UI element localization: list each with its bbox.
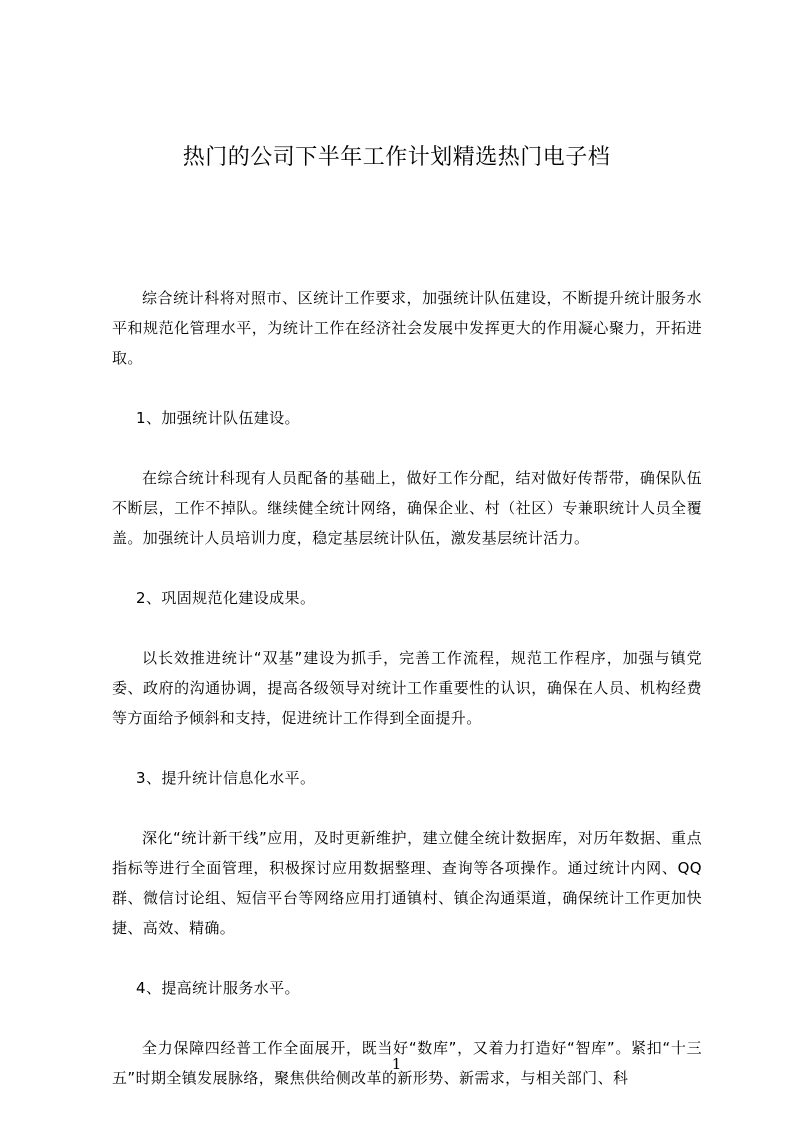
section-heading-1: 1、加强统计队伍建设。 — [136, 409, 300, 427]
section-heading-4: 4、提高统计服务水平。 — [136, 979, 300, 997]
document-title: 热门的公司下半年工作计划精选热门电子档 — [182, 145, 611, 170]
section-paragraph-4: 全力保障四经普工作全面展开，既当好“数库”，又着力打造好“智库”。紧扣“十三五”时期全镇发展脉络，聚焦供给侧改革的新形势、新需求，与相关部门、科 — [112, 1039, 702, 1087]
intro-paragraph: 综合统计科将对照市、区统计工作要求，加强统计队伍建设，不断提升统计服务水平和规范化管理水平，为统计工作在经济社会发展中发挥更大的作用凝心聚力，开拓进取。 — [112, 289, 702, 367]
section-heading-3: 3、提升统计信息化水平。 — [136, 769, 316, 787]
section-paragraph-3: 深化“统计新干线”应用，及时更新维护，建立健全统计数据库，对历年数据、重点指标等进行全面管理，积极探讨应用数据整理、查询等各项操作。通过统计内网、QQ群、微信讨论组、短信平台等网络应用打通镇村、镇企沟通渠道，确保统计工作更加快捷、高效、精确。 — [112, 829, 702, 937]
section-heading-2: 2、巩固规范化建设成果。 — [136, 589, 316, 607]
document-body — [112, 283, 702, 1123]
page-number: 1 — [391, 1055, 402, 1073]
section-paragraph-2: 以长效推进统计“双基”建设为抓手，完善工作流程，规范工作程序，加强与镇党委、政府的沟通协调，提高各级领导对统计工作重要性的认识，确保在人员、机构经费等方面给予倾斜和支持，促进统计工作得到全面提升。 — [112, 649, 702, 727]
section-paragraph-1: 在综合统计科现有人员配备的基础上，做好工作分配，结对做好传帮带，确保队伍不断层，工作不掉队。继续健全统计网络，确保企业、村（社区）专兼职统计人员全覆盖。加强统计人员培训力度，稳定基层统计队伍，激发基层统计活力。 — [112, 469, 702, 547]
